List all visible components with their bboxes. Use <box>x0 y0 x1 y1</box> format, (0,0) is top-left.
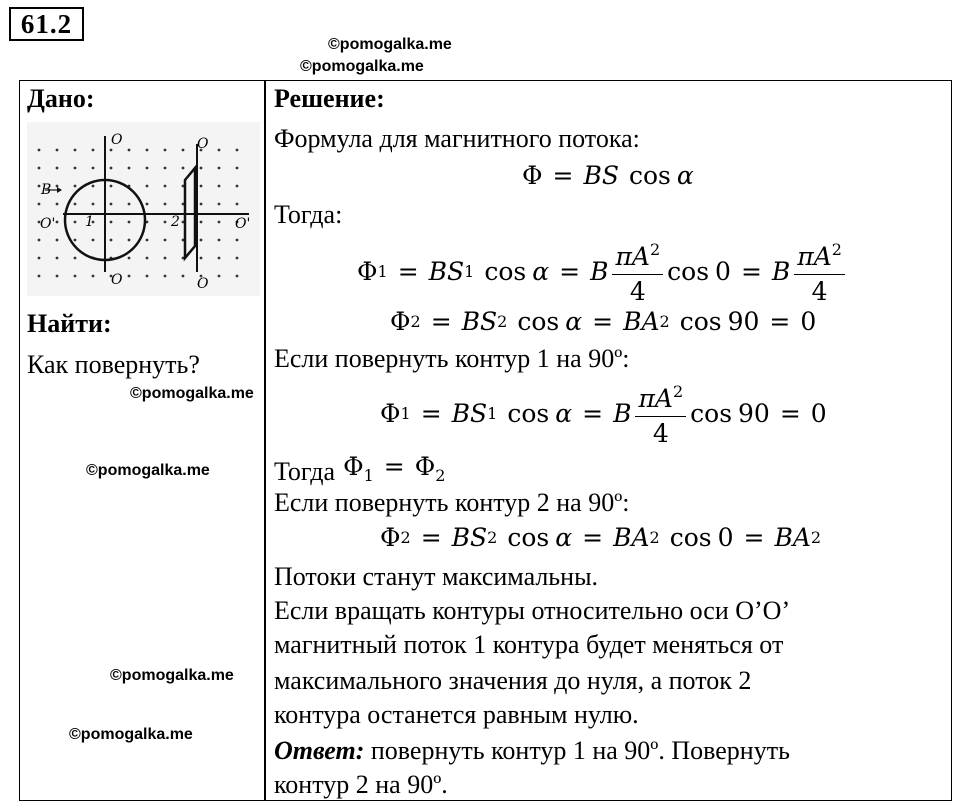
then-equal-line: Тогда $\Phi_1 = \Phi_2$ <box>274 452 446 486</box>
sym-phi: Φ <box>522 160 543 190</box>
paragraph-line-1: Если вращать контуры относительно оси O’O’ <box>274 596 791 625</box>
field-dot <box>200 185 203 188</box>
field-dot <box>56 257 59 260</box>
watermark: ©pomogalka.me <box>300 58 424 75</box>
field-dot <box>164 185 167 188</box>
field-dot <box>38 185 41 188</box>
flux1-equation: Φ 1 = B S 1 cos α = B $\frac{\pi A^2}{4}$ cos 0 = B $\frac{\pi A^2}{4}$ <box>357 236 849 306</box>
field-dot <box>164 221 167 224</box>
field-dot <box>128 149 131 152</box>
field-dot <box>182 167 185 170</box>
watermark: ©pomogalka.me <box>328 36 452 53</box>
field-dot <box>200 167 203 170</box>
paragraph-line-4: контура останется равным нулю. <box>274 700 639 729</box>
field-dot <box>146 167 149 170</box>
field-dot <box>92 275 95 278</box>
field-dot <box>200 203 203 206</box>
flux2-equation: Φ 2 = B S 2 cos α = B A 2 cos 90 = 0 <box>390 306 817 336</box>
field-dot <box>218 185 221 188</box>
field-dot <box>236 239 239 242</box>
field-dot <box>164 239 167 242</box>
label-o-top-left: O <box>111 132 123 148</box>
field-dot <box>236 203 239 206</box>
field-dot <box>236 167 239 170</box>
label-loop1: 1 <box>85 214 94 230</box>
field-dot <box>92 203 95 206</box>
then-line-1: Тогда: <box>274 200 343 229</box>
answer-label: Ответ: <box>274 736 365 765</box>
field-dot <box>146 275 149 278</box>
field-dot <box>200 221 203 224</box>
field-dot <box>110 149 113 152</box>
field-dot <box>128 257 131 260</box>
field-dot <box>182 275 185 278</box>
label-loop2: 2 <box>171 214 180 230</box>
label-b-vector: B <box>41 182 52 198</box>
field-dot <box>110 203 113 206</box>
field-dot <box>56 149 59 152</box>
field-dot <box>164 203 167 206</box>
flux1-rotated-equation: Φ 1 = B S 1 cos α = B $\frac{\pi A^2}{4}$ cos 90 = 0 <box>380 378 827 448</box>
field-dot <box>74 149 77 152</box>
field-dot <box>164 275 167 278</box>
field-dot <box>146 203 149 206</box>
find-question: Как повернуть? <box>27 350 200 379</box>
field-dot <box>218 239 221 242</box>
field-dot <box>56 185 59 188</box>
watermark: ©pomogalka.me <box>110 667 234 684</box>
formula-intro: Формула для магнитного потока: <box>274 124 640 153</box>
field-dot <box>218 275 221 278</box>
field-dot <box>128 221 131 224</box>
max-flux-line: Потоки станут максимальны. <box>274 562 599 591</box>
rotate-loop1-line: Если повернуть контур 1 на 90º: <box>274 344 630 373</box>
field-dot <box>56 239 59 242</box>
field-dot <box>56 275 59 278</box>
field-dot <box>110 221 113 224</box>
label-o-prime-right: O' <box>235 216 251 232</box>
field-dot <box>128 239 131 242</box>
magnetic-field-diagram <box>27 122 260 296</box>
answer-line-1: Ответ: повернуть контур 1 на 90º. Повернуть <box>274 736 790 765</box>
field-dot <box>74 167 77 170</box>
field-dot <box>182 149 185 152</box>
field-dot <box>38 149 41 152</box>
field-dot <box>92 149 95 152</box>
field-dot <box>164 149 167 152</box>
field-dot <box>74 239 77 242</box>
field-dot <box>218 221 221 224</box>
field-dot <box>74 185 77 188</box>
paragraph-line-2: магнитный поток 1 контура будет меняться от <box>274 630 784 659</box>
field-dot <box>92 185 95 188</box>
field-dot <box>74 221 77 224</box>
field-dot <box>236 257 239 260</box>
field-dot <box>38 239 41 242</box>
field-dot <box>38 257 41 260</box>
field-dot <box>56 203 59 206</box>
field-dot <box>146 239 149 242</box>
label-o-prime-left: O' <box>40 216 56 232</box>
field-dot <box>236 185 239 188</box>
rotate-loop2-line: Если повернуть контур 2 на 90º: <box>274 488 630 517</box>
field-dot <box>146 185 149 188</box>
field-dot <box>218 203 221 206</box>
problem-number: 61.2 <box>9 7 84 41</box>
watermark: ©pomogalka.me <box>69 726 193 743</box>
field-dot <box>38 203 41 206</box>
field-dot <box>128 275 131 278</box>
find-heading: Найти: <box>27 309 112 338</box>
field-dot <box>236 149 239 152</box>
field-dot <box>74 203 77 206</box>
field-dot <box>200 257 203 260</box>
column-divider <box>264 80 266 801</box>
loops-figure <box>27 122 260 296</box>
label-o-top-right: O <box>197 136 209 152</box>
field-dot <box>92 167 95 170</box>
field-dot <box>92 239 95 242</box>
field-dot <box>146 257 149 260</box>
paragraph-line-3: максимального значения до нуля, а поток 2 <box>274 666 752 695</box>
field-dot <box>164 257 167 260</box>
watermark: ©pomogalka.me <box>130 385 254 402</box>
answer-line-2: контур 2 на 90º. <box>274 770 448 799</box>
field-dot <box>74 275 77 278</box>
field-dot <box>218 257 221 260</box>
flux2-rotated-equation: Φ 2 = B S 2 cos α = B A 2 cos 0 = B A 2 <box>380 522 822 552</box>
given-heading: Дано: <box>27 84 95 113</box>
field-dot <box>74 257 77 260</box>
field-dot <box>56 167 59 170</box>
field-dot <box>128 167 131 170</box>
field-dot <box>110 185 113 188</box>
field-dot <box>128 203 131 206</box>
label-o-bottom-right: O <box>197 276 209 292</box>
field-dot <box>38 167 41 170</box>
field-dot <box>236 275 239 278</box>
field-dot <box>218 149 221 152</box>
field-dot <box>218 167 221 170</box>
field-dot <box>110 167 113 170</box>
field-dot <box>200 239 203 242</box>
field-dot <box>110 239 113 242</box>
solution-heading: Решение: <box>274 84 385 113</box>
label-o-bottom-left: O <box>111 272 123 288</box>
watermark: ©pomogalka.me <box>86 462 210 479</box>
field-dot <box>146 149 149 152</box>
field-dot <box>164 167 167 170</box>
field-dot <box>38 275 41 278</box>
field-dot <box>56 221 59 224</box>
flux-formula: Φ = B S cos α <box>522 160 694 190</box>
